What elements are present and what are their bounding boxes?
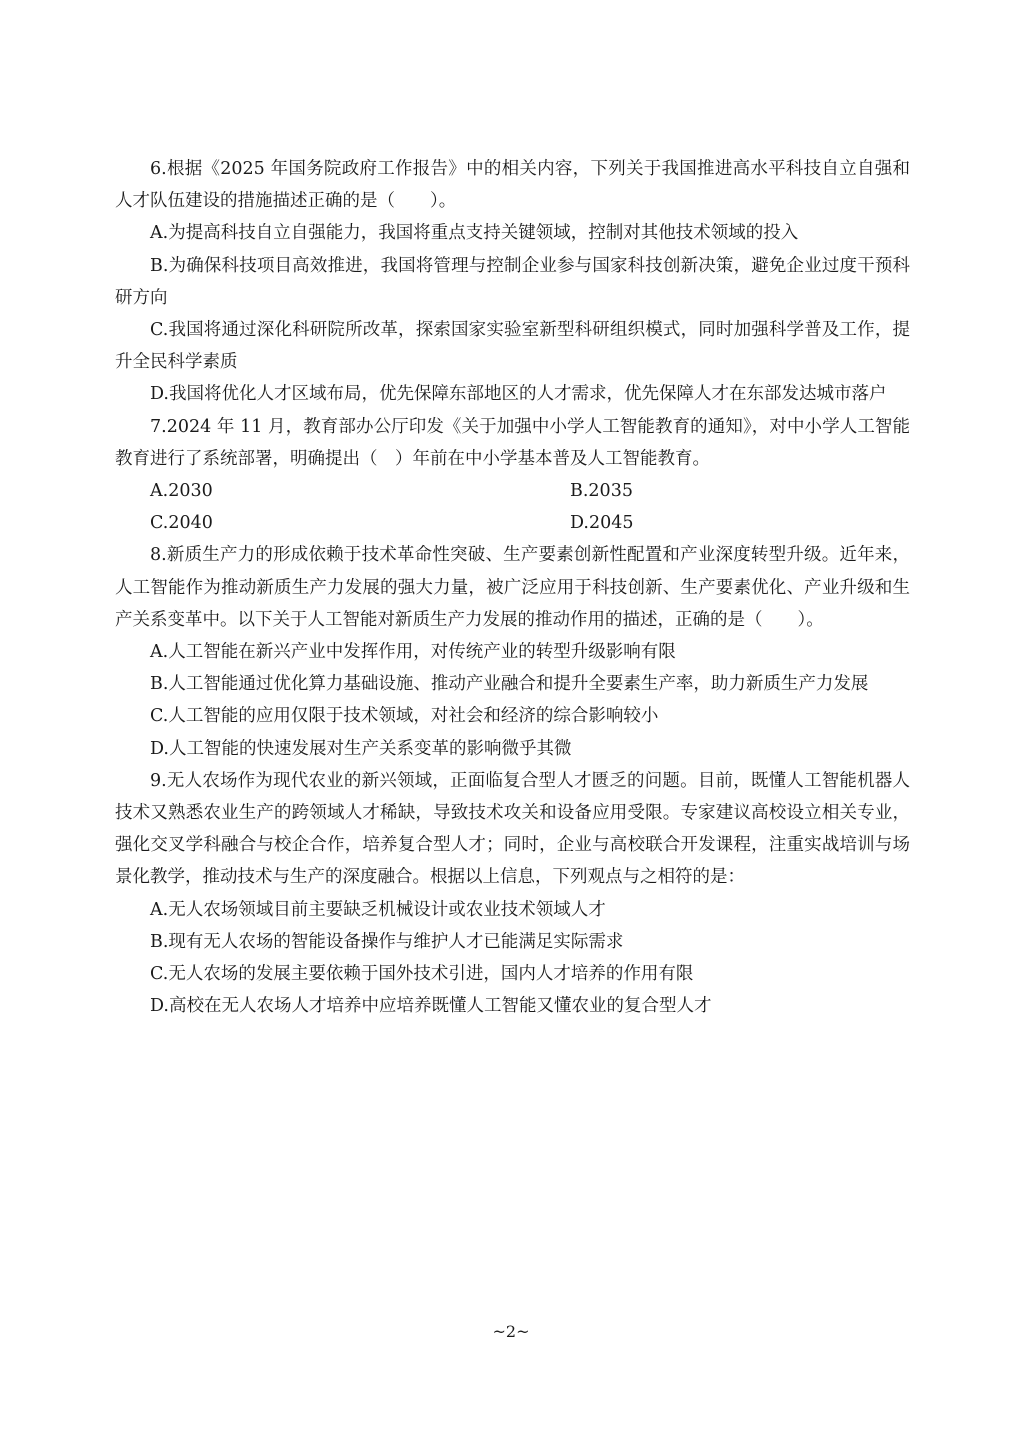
question-stem: 9.无人农场作为现代农业的新兴领域，正面临复合型人才匮乏的问题。目前，既懂人工智能机器人技术又熟悉农业生产的跨领域人才稀缺，导致技术攻关和设备应用受限。专家建议高校设立相关专业，强化交叉学科融合与校企合作，培养复合型人才；同时，企业与高校联合开发课程，注重实战培训与场景化教学，推动技术与生产的深度融合。根据以上信息，下列观点与之相符的是： [115, 770, 910, 888]
option-a: A.人工智能在新兴产业中发挥作用，对传统产业的转型升级影响有限 [150, 642, 676, 663]
option-b: B.2035 [570, 481, 633, 502]
page-number: ~2~ [492, 1322, 530, 1341]
option-a: A.2030 [150, 481, 213, 502]
option-c: C.人工智能的应用仅限于技术领域，对社会和经济的综合影响较小 [150, 706, 659, 727]
question-9 [115, 765, 910, 1023]
option-c: C.无人农场的发展主要依赖于国外技术引进，国内人才培养的作用有限 [150, 964, 694, 985]
question-6 [115, 153, 910, 411]
option-b: B.人工智能通过优化算力基础设施、推动产业融合和提升全要素生产率，助力新质生产力发展 [150, 674, 869, 695]
option-row [115, 507, 910, 539]
option-d: D.高校在无人农场人才培养中应培养既懂人工智能又懂农业的复合型人才 [150, 996, 712, 1017]
question-stem: 8.新质生产力的形成依赖于技术革命性突破、生产要素创新性配置和产业深度转型升级。近年来，人工智能作为推动新质生产力发展的强大力量，被广泛应用于科技创新、生产要素优化、产业升级和生产关系变革中。以下关于人工智能对新质生产力发展的推动作用的描述，正确的是（ ）。 [115, 545, 910, 630]
option-row [115, 475, 910, 507]
option-a: A.无人农场领域目前主要缺乏机械设计或农业技术领域人才 [150, 899, 606, 920]
option-a: A.为提高科技自立自强能力，我国将重点支持关键领域，控制对其他技术领域的投入 [150, 223, 799, 244]
page-content [115, 153, 910, 1022]
option-d: D.人工智能的快速发展对生产关系变革的影响微乎其微 [150, 738, 572, 759]
question-stem: 6.根据《2025 年国务院政府工作报告》中的相关内容，下列关于我国推进高水平科技自立自强和人才队伍建设的措施描述正确的是（ ）。 [115, 159, 910, 212]
question-stem: 7.2024 年 11 月，教育部办公厅印发《关于加强中小学人工智能教育的通知》，对中小学人工智能教育进行了系统部署，明确提出（ ）年前在中小学基本普及人工智能教育。 [115, 416, 910, 469]
question-8 [115, 539, 910, 764]
option-b: B.现有无人农场的智能设备操作与维护人才已能满足实际需求 [150, 931, 624, 952]
option-d: D.2045 [570, 513, 634, 534]
option-d: D.我国将优化人才区域布局，优先保障东部地区的人才需求，优先保障人才在东部发达城市落户 [150, 384, 887, 405]
option-b: B.为确保科技项目高效推进，我国将管理与控制企业参与国家科技创新决策，避免企业过度干预科研方向 [115, 255, 910, 308]
option-c: C.2040 [150, 513, 213, 534]
option-c: C.我国将通过深化科研院所改革，探索国家实验室新型科研组织模式，同时加强科学普及工作，提升全民科学素质 [115, 320, 910, 373]
question-7 [115, 411, 910, 540]
